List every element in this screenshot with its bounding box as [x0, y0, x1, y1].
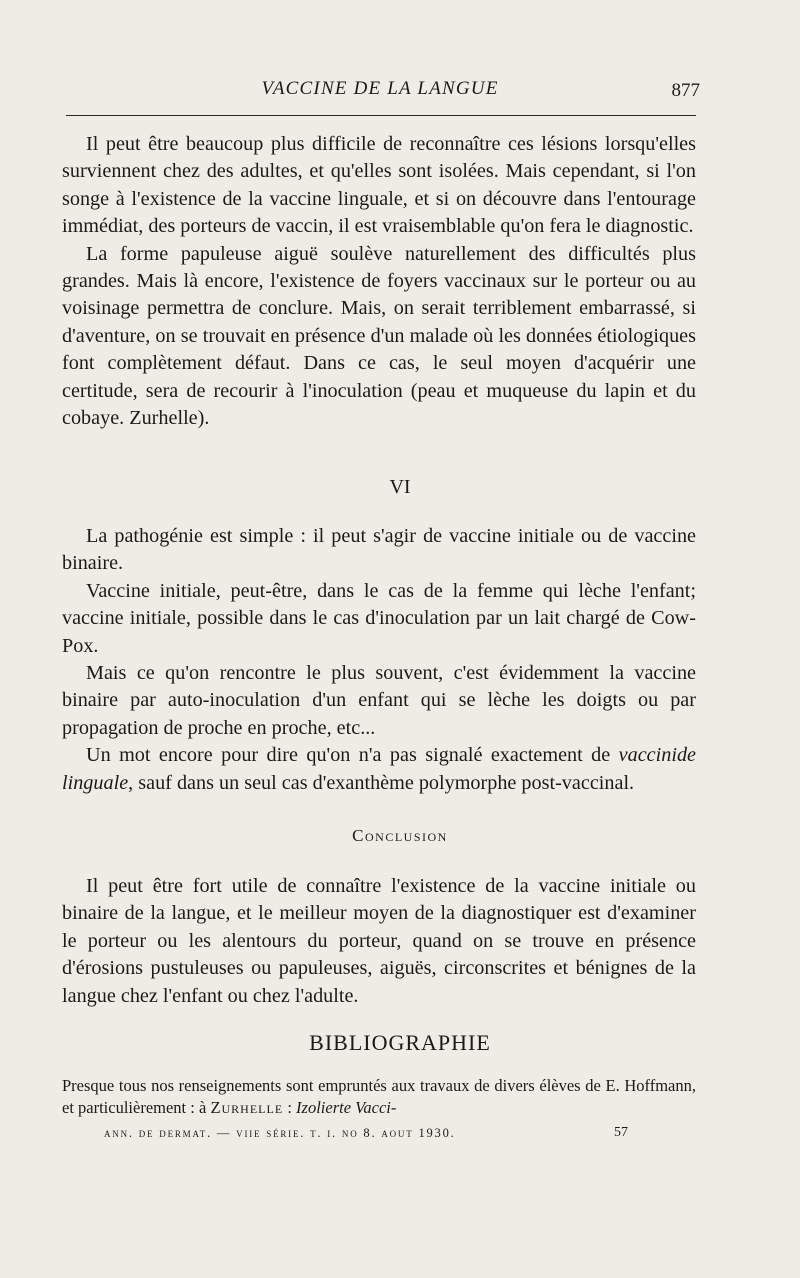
- section-heading-bibliography: BIBLIOGRAPHIE: [309, 1030, 491, 1055]
- vaccinide-text-before: Un mot encore pour dire qu'on n'a pas signalé exactement de: [86, 744, 619, 767]
- paragraph-vaccine-initiale: Vaccine initiale, peut-être, dans le cas de la femme qui lèche l'enfant; vaccine initiale, possible dans le cas d'inoculation par un lait chargé de Cow-Pox.: [62, 579, 696, 657]
- footer-journal-reference: ann. de dermat. — viie série. t. i. no 8. aout 1930.: [104, 1126, 456, 1140]
- bibliography-text-before: Presque tous nos renseignements sont empruntés aux travaux de divers élèves de E. Hoffmann, et particulièrement : à: [62, 1076, 696, 1117]
- paragraph-vaccinide: [62, 742, 696, 797]
- bibliography-entry: [62, 1075, 696, 1119]
- section-heading-vi: VI: [389, 476, 411, 498]
- bibliography-separator: :: [283, 1098, 297, 1117]
- bibliography-title: Izolierte Vacci-: [296, 1098, 397, 1117]
- body-text-conclusion: [62, 873, 696, 1010]
- section-heading-conclusion: Conclusion: [352, 826, 448, 845]
- page-number: 877: [671, 80, 700, 101]
- paragraph-pathogenie: La pathogénie est simple : il peut s'agir de vaccine initiale ou de vaccine binaire.: [62, 525, 696, 575]
- bibliography-author: Zurhelle: [210, 1098, 284, 1117]
- vaccinide-text-after: , sauf dans un seul cas d'exanthème polymorphe post-vaccinal.: [128, 771, 635, 794]
- body-text-vi: [62, 523, 696, 797]
- paragraph-diagnosis-adults: Il peut être beaucoup plus difficile de reconnaître ces lésions lorsqu'elles surviennent chez des adultes, et qu'elles sont isolées. Mais cependant, si l'on songe à l'existence de la vaccine linguale, et si on découvre dans l'entourage immédiat, des porteurs de vaccin, il est vraisemblable qu'on fera le diagnostic.: [62, 133, 696, 238]
- vaccinide-italic-term: vaccinide linguale: [62, 744, 696, 794]
- body-text-top: [62, 131, 696, 432]
- bibliography-text: [62, 1075, 696, 1119]
- running-title: VACCINE DE LA LANGUE: [261, 78, 499, 99]
- header-rule: [66, 115, 696, 116]
- paragraph-conclusion: Il peut être fort utile de connaître l'existence de la vaccine initiale ou binaire de la langue, et le meilleur moyen de la diagnostiquer est d'examiner le porteur ou les alentours du porteur, quand on se trouve en présence d'érosions pustuleuses ou papuleuses, aiguës, circonscrites et bénignes de la langue chez l'enfant ou chez l'adulte.: [62, 875, 696, 1007]
- paragraph-vaccine-binaire: Mais ce qu'on rencontre le plus souvent, c'est évidemment la vaccine binaire par auto-inoculation d'un enfant qui se lèche les doigts ou par propagation de proche en proche, etc...: [62, 662, 696, 739]
- paragraph-papular-form: La forme papuleuse aiguë soulève naturellement des difficultés plus grandes. Mais là encore, l'existence de foyers vaccinaux sur le porteur ou au voisinage permettra de conclure. Mais, on serait terriblement embarrassé, si d'aventure, on se trouvait en présence d'un malade où les données étiologiques font complètement défaut. Dans ce cas, le seul moyen d'acquérir une certitude, sera de recourir à l'inoculation (peau et muqueuse du lapin et du cobaye. Zurhelle).: [62, 242, 696, 430]
- footer-sheet-number: 57: [614, 1125, 628, 1140]
